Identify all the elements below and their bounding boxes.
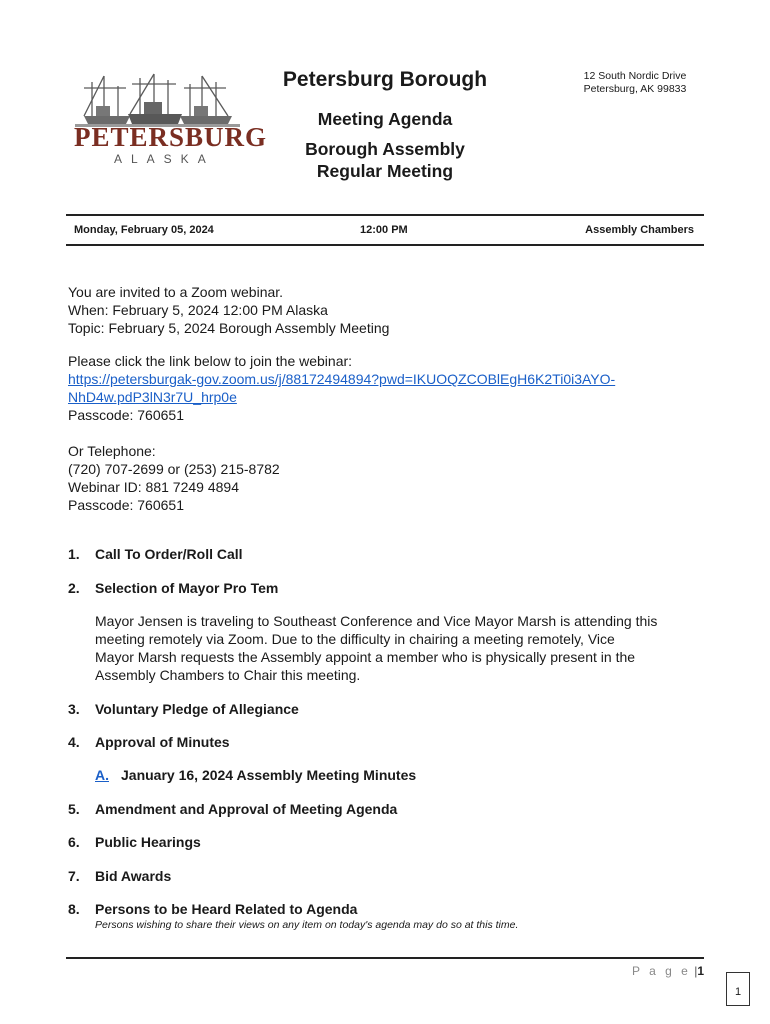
note-line: Mayor Marsh requests the Assembly appoint a member who is physically present in the xyxy=(95,649,636,665)
zoom-invite xyxy=(68,283,708,337)
item-label: Amendment and Approval of Meeting Agenda xyxy=(95,801,398,817)
logo-wordmark: PETERSBURG xyxy=(74,122,268,152)
agenda-title: Meeting Agenda xyxy=(317,109,453,129)
webinar-id: Webinar ID: 881 7249 4894 xyxy=(68,479,239,495)
address-line-2: Petersburg, AK 99833 xyxy=(583,82,687,95)
page-word: P a g e xyxy=(632,964,691,978)
item-number: 1. xyxy=(68,546,80,562)
sub-item xyxy=(95,767,416,783)
meeting-body-line-1: Borough Assembly xyxy=(305,139,465,159)
item-italic-note: Persons wishing to share their views on any item on today's agenda may do so at this time. xyxy=(95,919,519,931)
note-line: Mayor Jensen is traveling to Southeast Conference and Vice Mayor Marsh is attending this xyxy=(95,613,658,629)
address-block xyxy=(560,70,710,95)
phone-numbers: (720) 707-2699 or (253) 215-8782 xyxy=(68,461,280,477)
item-number: 2. xyxy=(68,580,80,596)
meeting-body-line-2: Regular Meeting xyxy=(316,161,454,181)
item-number: 6. xyxy=(68,834,80,850)
address-line-1: 12 South Nordic Drive xyxy=(583,70,687,82)
zoom-invite-line: You are invited to a Zoom webinar. xyxy=(68,284,284,300)
page-number: 1 xyxy=(697,964,704,978)
item-label: Voluntary Pledge of Allegiance xyxy=(95,701,299,717)
phone-passcode: Passcode: 760651 xyxy=(68,497,184,513)
item-note xyxy=(95,612,705,684)
meeting-date: Monday, February 05, 2024 xyxy=(74,224,214,236)
note-line: meeting remotely via Zoom. Due to the difficulty in chairing a meeting remotely, Vice xyxy=(95,631,615,647)
item-label: Selection of Mayor Pro Tem xyxy=(95,580,279,596)
zoom-topic: Topic: February 5, 2024 Borough Assembly Meeting xyxy=(68,320,390,336)
join-prompt: Please click the link below to join the webinar: xyxy=(68,353,353,369)
item-label: Persons to be Heard Related to Agenda xyxy=(95,901,358,917)
phone-heading: Or Telephone: xyxy=(68,443,156,459)
meeting-time: 12:00 PM xyxy=(360,224,408,236)
webinar-link-continued[interactable] xyxy=(68,388,708,406)
webinar-link-line-2[interactable]: NhD4w.pdP3lN3r7U_hrp0e xyxy=(68,389,237,405)
passcode: Passcode: 760651 xyxy=(68,407,184,423)
phone-info xyxy=(68,442,708,514)
zoom-when: When: February 5, 2024 12:00 PM Alaska xyxy=(68,302,328,318)
borough-logo xyxy=(70,72,268,167)
note-line: Assembly Chambers to Chair this meeting. xyxy=(95,667,361,683)
organization-title: Petersburg Borough xyxy=(282,68,488,91)
item-number: 7. xyxy=(68,868,80,884)
item-label: Public Hearings xyxy=(95,834,201,850)
item-label: Approval of Minutes xyxy=(95,734,230,750)
zoom-join xyxy=(68,352,708,424)
page-separator: | xyxy=(694,964,698,978)
item-number: 4. xyxy=(68,734,80,750)
footer-divider xyxy=(66,957,704,959)
logo-state: ALASKA xyxy=(114,152,215,166)
item-number: 3. xyxy=(68,701,80,717)
item-number: 8. xyxy=(68,901,80,917)
meeting-location: Assembly Chambers xyxy=(585,224,694,236)
page-number-box: 1 xyxy=(726,972,750,1006)
item-label: Bid Awards xyxy=(95,868,172,884)
page-label xyxy=(600,964,704,978)
item-number: 5. xyxy=(68,801,80,817)
meeting-body-title xyxy=(270,138,500,182)
item-label: Call To Order/Roll Call xyxy=(95,546,243,562)
minutes-link[interactable]: A. xyxy=(95,767,109,783)
meeting-info-bar xyxy=(66,214,704,246)
webinar-link-line-1[interactable]: https://petersburgak-gov.zoom.us/j/88172494894?pwd=IKUOQZCOBlEgH6K2Ti0i3AYO- xyxy=(68,371,616,387)
sub-item-label: January 16, 2024 Assembly Meeting Minutes xyxy=(121,767,417,783)
webinar-link[interactable] xyxy=(68,370,708,388)
